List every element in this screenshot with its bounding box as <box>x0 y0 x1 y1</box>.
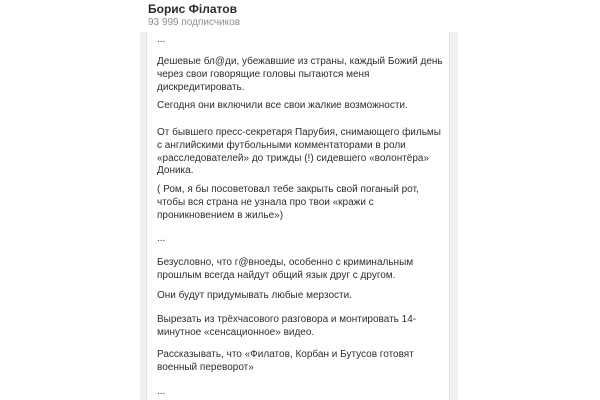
ellipsis-top: ... <box>157 34 166 45</box>
channel-name[interactable]: Борис Філатов <box>148 2 237 16</box>
post-paragraph-1: Дешевые бл@ди, убежавшие из страны, каждый Божий день через свои говорящие головы пытаются меня дискредитировать. <box>157 56 443 93</box>
post-paragraph-4: ( Ром, я бы посоветовал тебе закрыть свой поганый рот, чтобы вся страна не узнала про твои «кражи с проникновением в жилье») <box>157 184 419 221</box>
ellipsis-middle: ... <box>157 233 166 244</box>
post-paragraph-3: От бывшего пресс-секретаря Парубия, снимающего фильмы с английскими футбольными комментаторами в роли «расследователей» до трижды (!) сидевшего «волонтёра» Доника. <box>157 127 441 177</box>
message-bubble[interactable] <box>146 32 450 400</box>
post-paragraph-5: Безусловно, что г@вноеды, особенно с криминальным прошлым всегда найдут общий язык друг с другом. <box>157 257 414 281</box>
ellipsis-bottom: ... <box>157 386 166 397</box>
post-paragraph-7: Вырезать из трёхчасового разговора и монтировать 14-минутное «сенсационное» видео. <box>157 314 417 338</box>
post-paragraph-2: Сегодня они включили все свои жалкие возможности. <box>157 100 408 111</box>
message-feed[interactable] <box>140 32 458 400</box>
subscriber-count: 93 999 подписчиков <box>148 17 241 28</box>
post-paragraph-6: Они будут придумывать любые мерзости. <box>157 290 352 301</box>
channel-header <box>148 0 448 34</box>
post-paragraph-8: Рассказывать, что «Филатов, Корбан и Бутусов готовят военный переворот» <box>157 349 414 373</box>
